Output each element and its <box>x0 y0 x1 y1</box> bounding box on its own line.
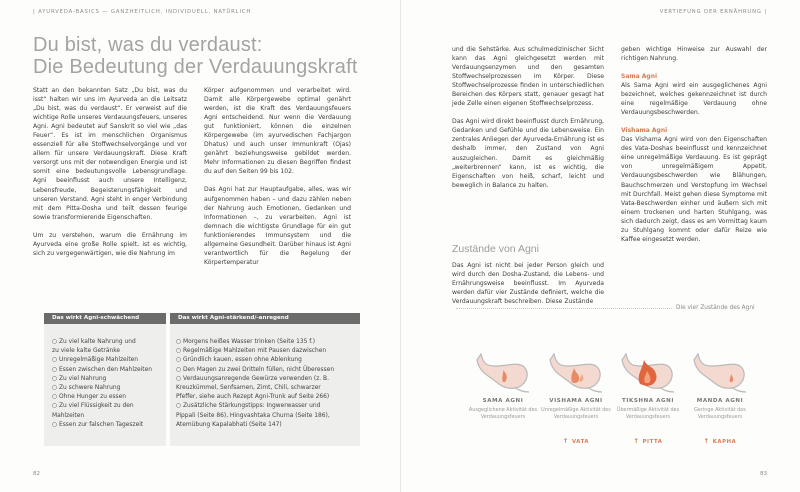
list-item: Mahlzeiten <box>52 412 85 419</box>
left-column-1 <box>33 86 187 267</box>
list-item: Pippali (Seite 86), Hingvashtaka Churna (Seite 186), <box>176 412 330 419</box>
up-arrow-icon: ↑ <box>633 437 640 445</box>
stomach-tikshna-icon <box>618 352 678 394</box>
right-column-2 <box>621 45 767 253</box>
caption-divider <box>456 308 672 309</box>
running-head-left: | AYURVEDA-BASICS — GANZHEITLICH, INDIVIDUELL, NATÜRLICH <box>33 9 252 15</box>
section-head-vishama: Vishama Agni <box>621 127 668 135</box>
up-arrow-icon: ↑ <box>562 437 569 445</box>
page-number-left: 82 <box>33 471 40 477</box>
left-column-2 <box>204 86 351 276</box>
title-line-2: Die Bedeutung der Verdauungskraft <box>33 56 358 78</box>
paragraph: geben wichtige Hinweise zur Auswahl der richtigen Nahrung. <box>621 46 767 63</box>
list-item: zu viele kalte Getränke <box>52 348 121 355</box>
agni-state-desc: Unregelmäßige Aktivität des Verdauungsfeuers <box>541 407 611 420</box>
list-item: ○ Gründlich kauen, essen ohne Ablenkung <box>176 357 302 364</box>
section-head-sama: Sama Agni <box>621 73 658 81</box>
list-item: ○ Ohne Hunger zu essen <box>52 394 126 401</box>
subheading-agni-states: Zustände von Agni <box>452 243 539 255</box>
dosha-label: KAPHA <box>712 439 737 445</box>
dosha-label: PITTA <box>642 439 663 445</box>
list-item: Atemübung Kapalabhati (Seite 147) <box>176 421 282 428</box>
page-title <box>33 34 363 78</box>
table-head-strengthening: Das wirkt Agni-stärkend/-anregend <box>170 313 360 324</box>
agni-state-desc: Geringe Aktivität des Verdauungsfeuers <box>694 407 746 420</box>
list-item: ○ Unregelmäßige Mahlzeiten <box>52 357 138 364</box>
title-line-1: Du bist, was du verdaust: <box>33 34 263 56</box>
weakening-list <box>52 338 152 430</box>
agni-state-desc: Ausgeglichene Aktivität des Verdauungsfeuers <box>468 407 538 420</box>
running-head-right: VERTIEFUNG DER ERNÄHRUNG | <box>659 9 767 15</box>
paragraph: Das Vishama Agni wird von den Eigenschaften des Vata-Doshas beeinflusst und kennzeichnet eine unregelmäßige Verdauung. Es ist geprägt von unregelmäßigem Appetit, Verdauungsbeschwerden wie Blähungen, Bauchschmerzen und Verstopfung im Wechsel mit Durchfall. Meist gehen diese Symptome mit Vata-Beschwerden einher und äußern sich mit einem trockenen und harten Stuhlgang, was sich dadurch zeigt, dass es am Vormittag kaum zu Stuhlgang kommt oder dafür Reize wie Kaffee eingesetzt werden. <box>621 136 767 243</box>
up-arrow-icon: ↑ <box>703 437 710 445</box>
list-item: ○ Essen zur falschen Tageszeit <box>52 421 144 428</box>
list-item: ○ Zu schwere Nahrung <box>52 385 121 392</box>
strengthening-list <box>176 338 334 430</box>
agni-dosha <box>684 437 756 445</box>
list-item: ○ Den Magen zu zwei Dritteln füllen, nicht Überessen <box>176 366 335 373</box>
list-item: ○ Zu viel Nahrung <box>52 375 107 382</box>
paragraph: Körper aufgenommen und verarbeitet wird. Damit alle Körpergewebe optimal genährt werden, ist die Kraft des Verdauungsfeuers Agni entscheidend. Nur wenn die Verdauung gut funktioniert, können die einzelnen Körpergewebe (im ayurvedischen Fachjargon Dhatus) und auch unser Immunkraft (Ojas) genährt beziehungsweise gebildet werden. Mehr Informationen zu diesen Begriffen findest du auf den Seiten 99 bis 102. <box>204 87 351 176</box>
dosha-label: VATA <box>571 439 590 445</box>
list-item: ○ Regelmäßige Mahlzeiten mit Pausen dazwischen <box>176 348 327 355</box>
paragraph: Statt an den bekannten Satz „Du bist, was du isst“ halten wir uns im Ayurveda an die Leitsatz „Du bist, was du verdaust“. Er verweist auf die wichtige Rolle unseres Verdauungsfeuers, unseres Agni. Agni bedeutet auf Sanskrit so viel wie „das Feuer“. Es ist im menschlichen Organismus essenziell für alle Stoffwechselvorgänge und vor allem für unsere Verdauungskraft. Diese Kraft versorgt uns mit der notwendigen Energie und ist somit eine bedeutungsvolle Lebensgrundlage. Agni beeinflusst auch unsere Intelligenz, Lebensfreude, Begeisterungsfähigkeit und unseren Verstand. Agni steht in enger Verbindung mit dem Pitta-Dosha und teilt dessen feurige sowie transformierende Eigenschaften. <box>33 87 187 221</box>
list-item: Pfeffer, siehe auch Rezept Agni-Trunk auf Seite 266) <box>176 394 330 401</box>
list-item: ○ Zu viel Flüssigkeit zu den <box>52 403 134 410</box>
stomach-vishama-icon <box>546 352 606 394</box>
agni-state-desc: Übermäßige Aktivität des Verdauungsfeuers <box>616 407 680 420</box>
page-number-right: 83 <box>760 471 767 477</box>
paragraph: Um zu verstehen, warum die Ernährung im Ayurveda eine große Rolle spielt, ist es wichtig, sich zu vergegenwärtigen, wie die Nahrung im <box>33 231 187 257</box>
figure-caption: Die vier Zustände des Agni <box>676 305 755 311</box>
paragraph: Das Agni wird direkt beeinflusst durch Ernährung, Gedanken und Gefühle und die Lebensweise. Ein zentrales Anliegen der Ayurveda-Ernährung ist es deshalb immer, den Zustand von Agni auszugleichen. Damit es gleichmäßig „weiterbrennen“ kann, ist es wichtig, die Eigenschaften von heiß, scharf, leicht und beweglich in Balance zu halten. <box>452 118 604 189</box>
stomach-manda-icon <box>690 352 750 394</box>
list-item: Kreuzkümmel, Senfsamen, Zimt, Chili, schwarzer <box>176 385 321 392</box>
list-item: ○ Zu viel kalte Nahrung und <box>52 339 136 345</box>
paragraph: Als Sama Agni wird ein ausgeglichenes Agni bezeichnet, welches gekennzeichnet ist durch eine regelmäßige Verdauung ohne Verdauungsbeschwerden. <box>621 82 767 117</box>
agni-dosha <box>540 437 612 445</box>
agni-dosha <box>612 437 684 445</box>
agni-state-name: SAMA AGNI <box>482 398 524 404</box>
agni-state-name: MANDA AGNI <box>696 398 744 404</box>
paragraph: und die Sehstärke. Aus schulmedizinischer Sicht kann das Agni gleichgesetzt werden mit Verdauungsenzymen und den gesamten Stoffwechselprozessen im Körper. Diese Stoffwechselprozesse finden in unterschiedlichen Bereichen des Körpers statt, genauer gesagt hat jede Zelle einen eigenen Stoffwechselprozess. <box>452 46 604 108</box>
list-item: ○ Essen zwischen den Mahlzeiten <box>52 366 152 373</box>
table-head-weakening: Das wirkt Agni-schwächend <box>44 313 166 324</box>
right-column-1 <box>452 45 604 199</box>
paragraph: Das Agni hat zur Hauptaufgabe, alles, was wir aufgenommen haben – und dazu zählen neben der Nahrung auch Emotionen, Gedanken und Informationen –, zu verarbeiten. Agni ist demnach die wichtigste Grundlage für ein gut funktionierendes Immunsystem und die allgemeine Gesundheit. Darüber hinaus ist Agni verantwortlich für die Regelung der Körpertemperatur <box>204 186 351 266</box>
agni-state-name: TIKSHNA AGNI <box>621 398 675 404</box>
list-item: ○ Zusätzliche Stärkungstipps: Ingwerwasser und <box>176 403 321 410</box>
agni-state-name: VISHAMA AGNI <box>549 398 603 404</box>
paragraph: Das Agni ist nicht bei jeder Person gleich und wird durch den Dosha-Zustand, die Lebens- und Ernährungsweise beeinflusst. Im Ayurveda werden dafür vier Zustände definiert, welche die Verdauungskraft beschreiben. Diese Zustände <box>452 262 604 306</box>
list-item: ○ Morgens heißes Wasser trinken (Seite 135 f.) <box>176 339 316 345</box>
list-item: ○ Verdauungsanregende Gewürze verwenden (z. B. <box>176 375 329 382</box>
stomach-sama-icon <box>473 352 533 394</box>
